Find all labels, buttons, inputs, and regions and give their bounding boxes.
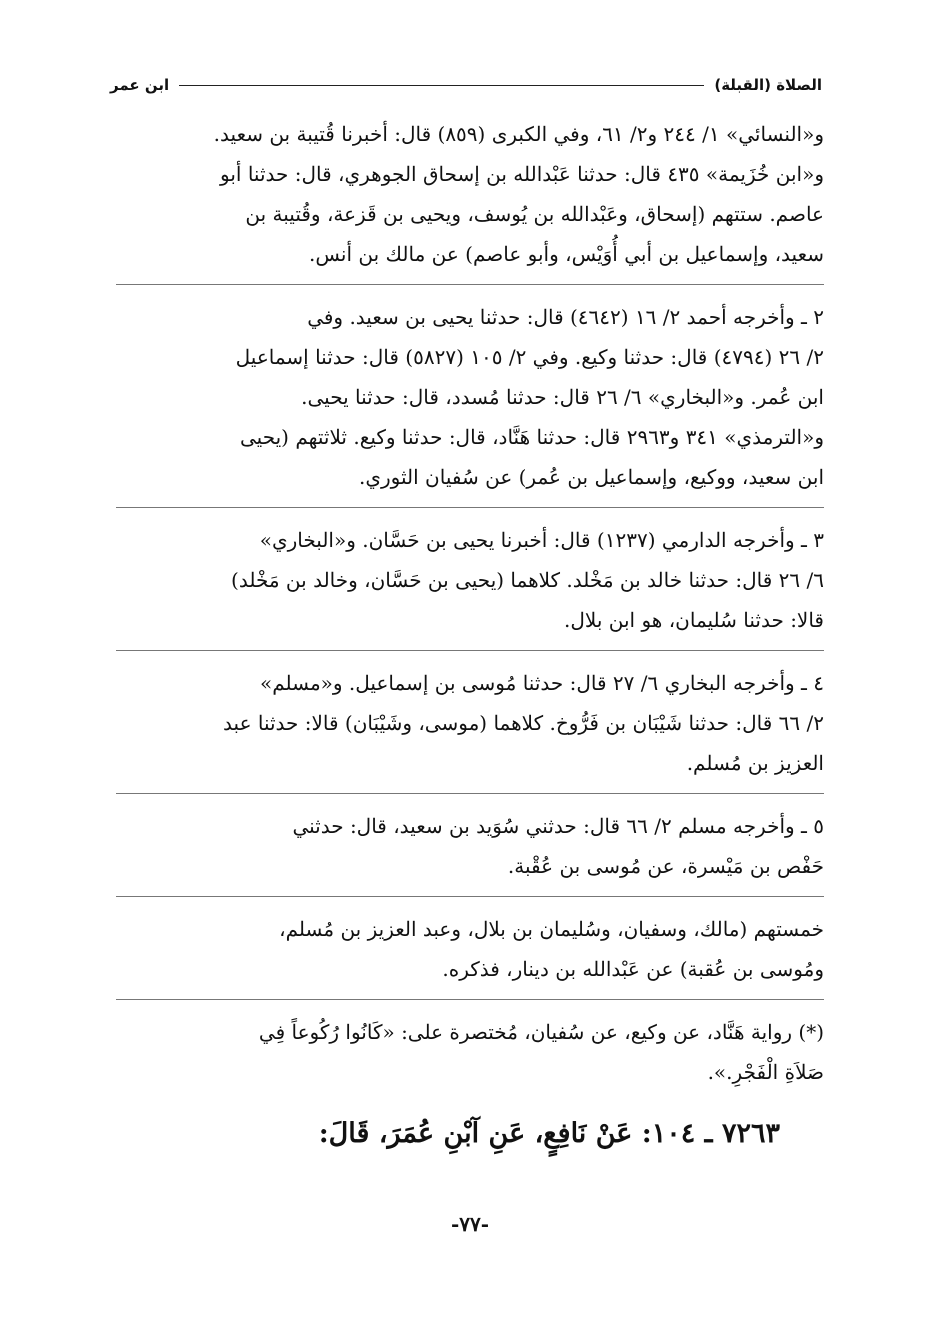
text-line: ٤ ـ وأخرجه البخاري ٦/ ٢٧ قال: حدثنا مُوسى بن إسماعيل. و«مسلم»: [259, 671, 824, 695]
paragraph-nasai: [116, 114, 824, 274]
text-line: عاصم. ستتهم (إسحاق، وعَبْدالله بن يُوسف، ويحيى بن قَزعة، وقُتيبة بن: [245, 202, 824, 226]
header-rule: [179, 85, 704, 86]
paragraph-darimi: [116, 520, 824, 640]
paragraph-divider: [116, 650, 824, 651]
header-section-title: ابن عمر: [110, 76, 170, 94]
page-number: -٧٧-: [450, 1212, 490, 1236]
paragraph-divider: [116, 999, 824, 1000]
paragraph-note: [116, 1012, 824, 1092]
paragraph-ahmad: [116, 297, 824, 497]
text-line: ٢/ ٦٦ قال: حدثنا شَيْبَان بن فَرُّوخ. كلاهما (موسى، وشَيْبَان) قالا: حدثنا عبد: [223, 711, 824, 735]
text-line: ٢/ ٢٦ (٤٧٩٤) قال: حدثنا وكيع. وفي ٢/ ١٠٥ (٥٨٢٧) قال: حدثنا إسماعيل: [235, 345, 824, 369]
text-line: قالا: حدثنا سُليمان، هو ابن بلال.: [564, 608, 824, 632]
paragraph-muslim: [116, 806, 824, 886]
text-line: ٦/ ٢٦ قال: حدثنا خالد بن مَخْلد. كلاهما (يحيى بن حَسَّان، وخالد بن مَخْلد): [231, 568, 824, 592]
text-line: و«ابن خُزَيمة» ٤٣٥ قال: حدثنا عَبْدالله بن إسحاق الجوهري، قال: حدثنا أبو: [220, 162, 824, 186]
text-line: ومُوسى بن عُقبة) عن عَبْدالله بن دينار، فذكره.: [442, 957, 824, 981]
text-line: ابن عُمر. و«البخاري» ٦/ ٢٦ قال: حدثنا مُسدد، قال: حدثنا يحيى.: [301, 385, 824, 409]
paragraph-divider: [116, 793, 824, 794]
paragraph-bukhari: [116, 663, 824, 783]
text-line: سعيد، وإسماعيل بن أبي أُوَيْس، وأبو عاصم) عن مالك بن أنس.: [309, 242, 824, 266]
text-line: صَلاَةِ الْفَجْرِ.».: [707, 1060, 824, 1084]
paragraph-summary: [116, 909, 824, 989]
text-line: (*) رواية هَنَّاد، عن وكيع، عن سُفيان، مُختصرة على: «كَانُوا رُكُوعاً فِي: [258, 1020, 824, 1044]
header-chapter-title: الصلاة (القبلة): [714, 76, 822, 94]
text-line: ابن سعيد، ووكيع، وإسماعيل بن عُمر) عن سُفيان الثوري.: [359, 465, 824, 489]
text-line: ٣ ـ وأخرجه الدارمي (١٢٣٧) قال: أخبرنا يحيى بن حَسَّان. و«البخاري»: [259, 528, 824, 552]
text-line: ٥ ـ وأخرجه مسلم ٢/ ٦٦ قال: حدثني سُوَيد بن سعيد، قال: حدثني: [292, 814, 824, 838]
text-line: خمستهم (مالك، وسفيان، وسُليمان بن بلال، وعبد العزيز بن مُسلم،: [279, 917, 824, 941]
running-header: [110, 76, 822, 94]
text-line: ٢ ـ وأخرجه أحمد ٢/ ١٦ (٤٦٤٢) قال: حدثنا يحيى بن سعيد. وفي: [307, 305, 824, 329]
footnote-body: [116, 114, 824, 1092]
hadith-heading: ٧٢٦٣ ـ ١٠٤: عَنْ نَافِعٍ، عَنِ آبْنِ عُمَرَ، قَالَ:: [318, 1118, 780, 1149]
text-line: و«الترمذي» ٣٤١ و٢٩٦٣ قال: حدثنا هَنَّاد، قال: حدثنا وكيع. ثلاثتهم (يحيى: [240, 425, 824, 449]
paragraph-divider: [116, 507, 824, 508]
text-line: حَفْص بن مَيْسرة، عن مُوسى بن عُقْبة.: [507, 854, 824, 878]
paragraph-divider: [116, 284, 824, 285]
text-line: و«النسائي» ١/ ٢٤٤ و٢/ ٦١، وفي الكبرى (٨٥٩) قال: أخبرنا قُتيبة بن سعيد.: [213, 122, 824, 146]
text-line: العزيز بن مُسلم.: [686, 751, 824, 775]
paragraph-divider: [116, 896, 824, 897]
